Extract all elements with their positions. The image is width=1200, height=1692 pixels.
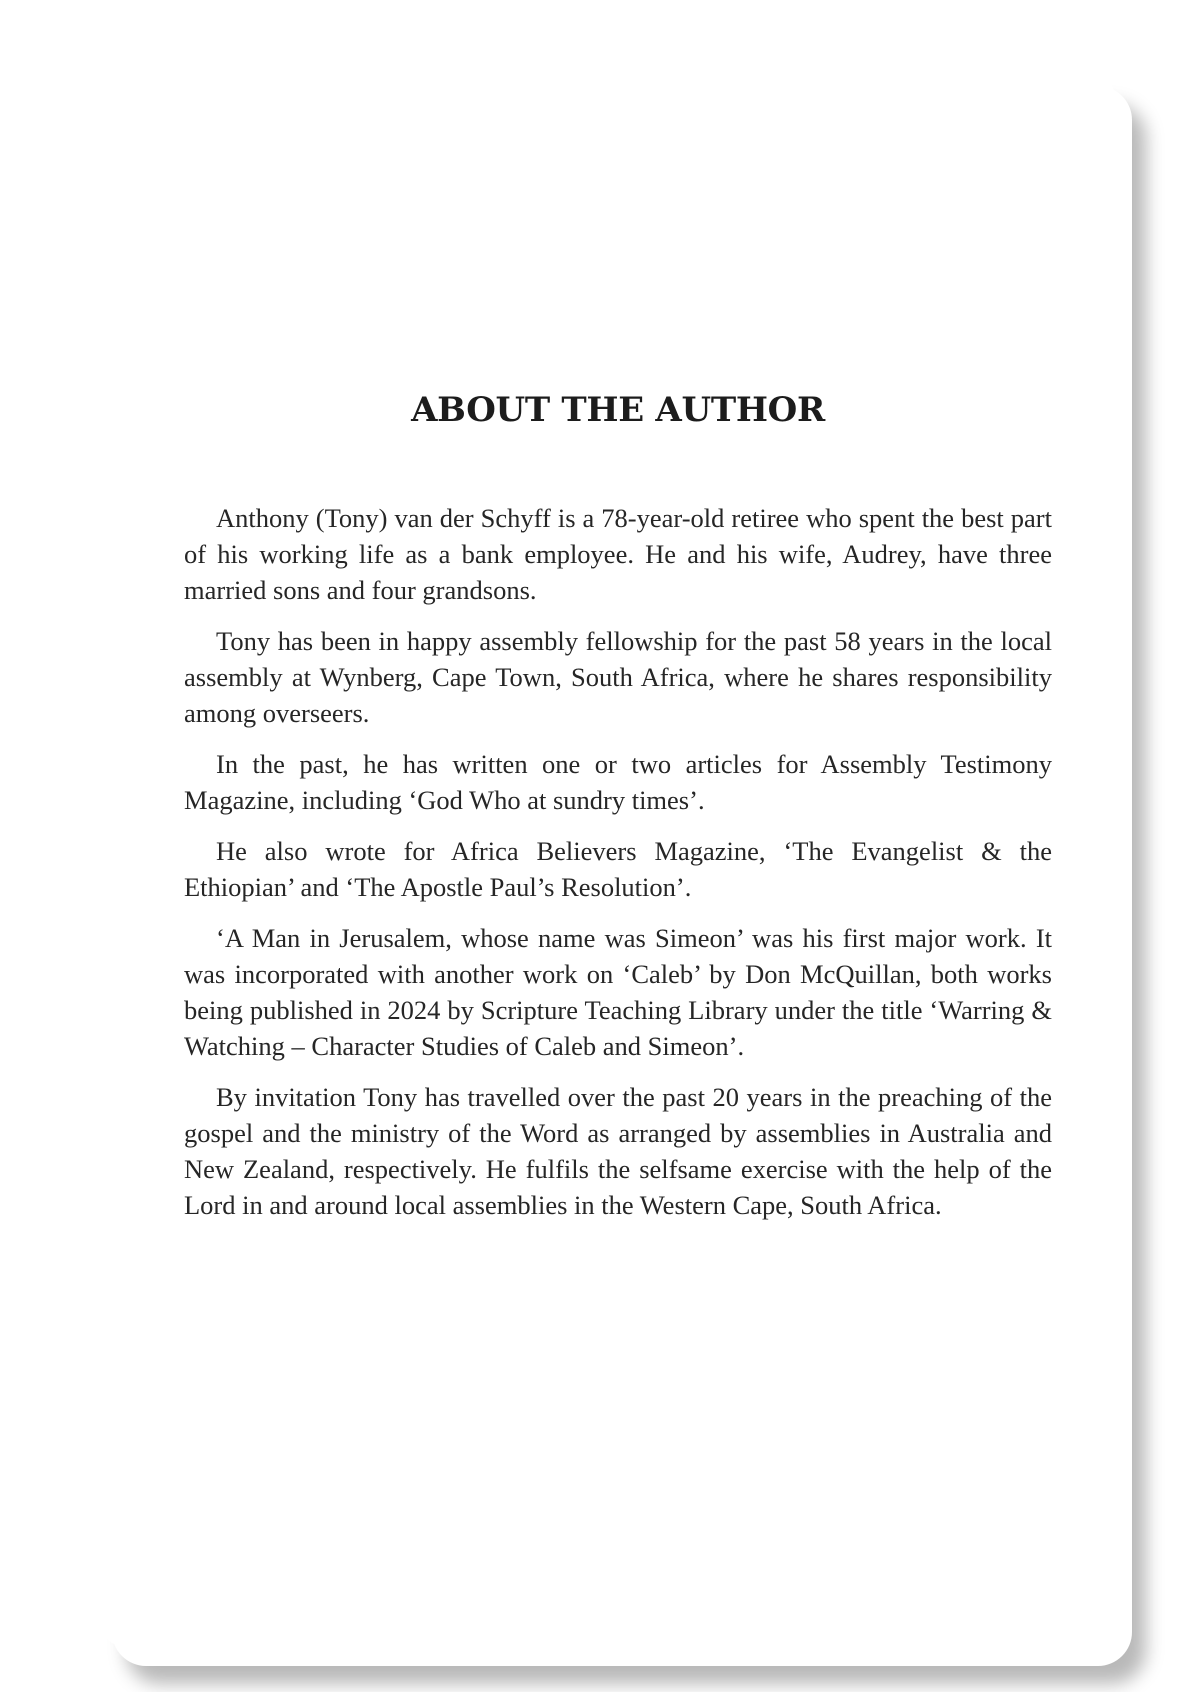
book-page xyxy=(96,68,1116,1648)
bio-paragraph: ‘A Man in Jerusalem, whose name was Simeon’ was his first major work. It was incorporated with another work on ‘Caleb’ by Don McQuillan, both works being published in 2024 by Scripture Teaching Library under the title ‘Warring & Watching – Character Studies of Caleb and Simeon’. xyxy=(184,923,1052,1061)
bio-paragraph: By invitation Tony has travelled over the past 20 years in the preaching of the gospel and the ministry of the Word as arranged by assemblies in Australia and New Zealand, respectively. He fulfils the selfsame exercise with the help of the Lord in and around local assemblies in the Western Cape, South Africa. xyxy=(184,1082,1052,1220)
author-bio xyxy=(184,500,1052,1238)
bio-paragraph: He also wrote for Africa Believers Magazine, ‘The Evangelist & the Ethiopian’ and ‘The Apostle Paul’s Resolution’. xyxy=(184,836,1052,902)
bio-paragraph: In the past, he has written one or two articles for Assembly Testimony Magazine, including ‘God Who at sundry times’. xyxy=(184,749,1052,815)
bio-paragraph: Anthony (Tony) van der Schyff is a 78-year-old retiree who spent the best part of his working life as a bank employee. He and his wife, Audrey, have three married sons and four grandsons. xyxy=(184,503,1052,605)
bio-paragraph: Tony has been in happy assembly fellowship for the past 58 years in the local assembly at Wynberg, Cape Town, South Africa, where he shares responsibility among overseers. xyxy=(184,626,1052,728)
page-title: ABOUT THE AUTHOR xyxy=(411,390,825,430)
